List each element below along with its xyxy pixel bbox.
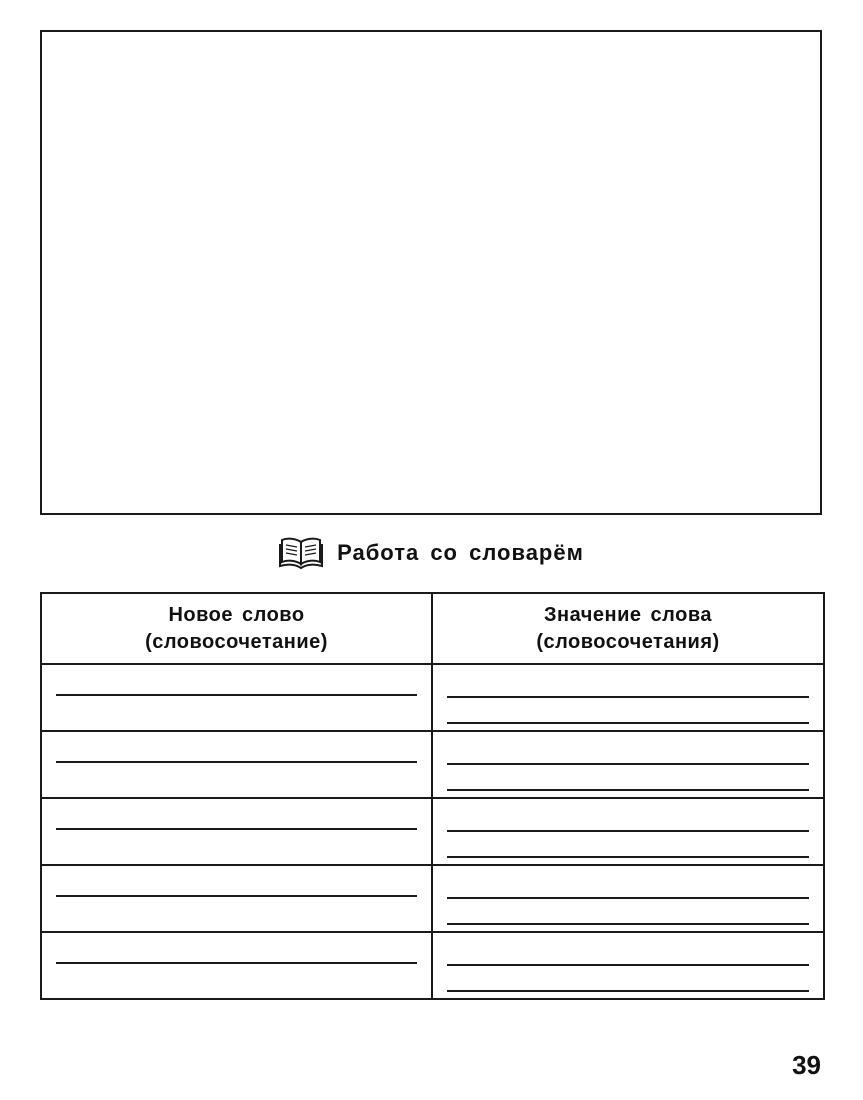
- answer-line[interactable]: [56, 761, 417, 763]
- table-header-row: [41, 593, 824, 664]
- meaning-cell[interactable]: [432, 865, 824, 932]
- meaning-cell[interactable]: [432, 932, 824, 999]
- header-new-word-line1: Новое слово: [168, 603, 305, 626]
- answer-line[interactable]: [447, 763, 809, 765]
- answer-line[interactable]: [447, 990, 809, 992]
- answer-line[interactable]: [56, 828, 417, 830]
- meaning-cell[interactable]: [432, 731, 824, 798]
- answer-line[interactable]: [56, 962, 417, 964]
- answer-line[interactable]: [447, 830, 809, 832]
- section-title: Работа со словарём: [337, 540, 584, 565]
- header-new-word-line2: (словосочетание): [145, 630, 328, 653]
- answer-line[interactable]: [447, 897, 809, 899]
- new-word-cell[interactable]: [41, 731, 432, 798]
- answer-line[interactable]: [447, 923, 809, 925]
- header-word-meaning: [432, 593, 824, 664]
- drawing-area[interactable]: [40, 30, 822, 515]
- answer-line[interactable]: [56, 895, 417, 897]
- section-heading: [0, 533, 863, 573]
- answer-line[interactable]: [447, 856, 809, 858]
- new-word-cell[interactable]: [41, 865, 432, 932]
- answer-line[interactable]: [447, 964, 809, 966]
- table-row: [41, 731, 824, 798]
- header-word-meaning-line2: (словосочетания): [536, 630, 720, 653]
- new-word-cell[interactable]: [41, 932, 432, 999]
- open-book-icon: [279, 536, 323, 570]
- table-row: [41, 664, 824, 731]
- answer-line[interactable]: [447, 696, 809, 698]
- table-row: [41, 865, 824, 932]
- answer-line[interactable]: [447, 722, 809, 724]
- header-word-meaning-line1: Значение слова: [544, 603, 712, 626]
- meaning-cell[interactable]: [432, 664, 824, 731]
- vocabulary-table: [40, 592, 825, 1000]
- table-row: [41, 798, 824, 865]
- table-row: [41, 932, 824, 999]
- new-word-cell[interactable]: [41, 798, 432, 865]
- new-word-cell[interactable]: [41, 664, 432, 731]
- header-new-word: [41, 593, 432, 664]
- answer-line[interactable]: [56, 694, 417, 696]
- page-number: 39: [792, 1050, 821, 1080]
- meaning-cell[interactable]: [432, 798, 824, 865]
- answer-line[interactable]: [447, 789, 809, 791]
